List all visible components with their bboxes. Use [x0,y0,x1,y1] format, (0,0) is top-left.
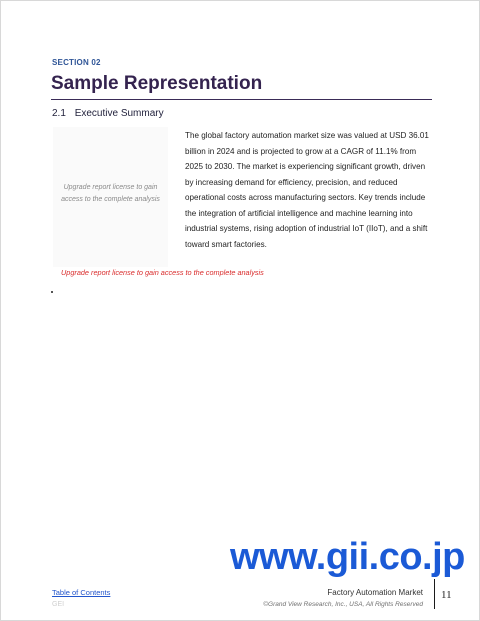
footer-report-title: Factory Automation Market [327,588,423,597]
section-label: SECTION 02 [52,58,101,67]
footer-divider [434,579,435,609]
subsection-title: Executive Summary [74,108,164,119]
page-number: 11 [441,589,452,601]
executive-summary-text: The global factory automation market size was valued at USD 36.01 billion in 2024 and is projected to grow at a CAGR of 11.1% from 2025 to 2030. The market is experiencing significant growth, driven by increasing demand for efficiency, precision, and reduced operational costs across manufacturing sectors. Key trends include the integration of artificial intelligence and machine learning into industrial systems, rising adoption of industrial IoT (IIoT), and a shift toward smart factories. [185,131,429,249]
footer-copyright: ©Grand View Research, Inc., USA, All Rights Reserved [263,601,423,608]
subsection-number: 2.1 [52,108,66,119]
section-title: Sample Representation [51,73,263,94]
subsection-heading [52,108,164,119]
title-divider [51,99,432,100]
upgrade-notice[interactable]: Upgrade report license to gain access to the complete analysis [61,268,264,277]
table-of-contents-link[interactable]: Table of Contents [52,588,111,597]
stray-dot [51,291,53,293]
footer-code: GEI [52,601,65,608]
locked-figure-text: Upgrade report license to gain access to the complete analysis [61,184,160,203]
watermark: www.gii.co.jp [230,536,465,578]
